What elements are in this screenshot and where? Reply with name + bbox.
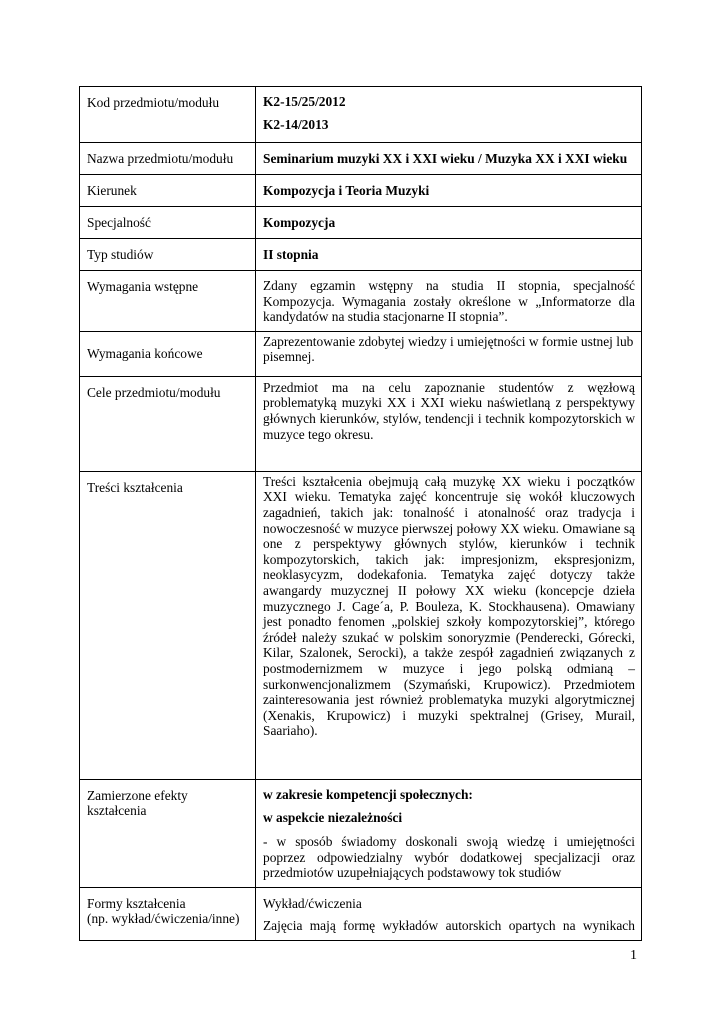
label-efekty: Zamierzone efekty kształcenia <box>87 787 188 819</box>
value-nazwa: Seminarium muzyki XX i XXI wieku / Muzyka XX i XXI wieku <box>263 151 628 166</box>
label-typ: Typ studiów <box>87 247 154 262</box>
value-typ: II stopnia <box>263 247 319 262</box>
label-nazwa: Nazwa przedmiotu/modułu <box>87 151 234 166</box>
efekty-heading-2: w aspekcie niezależności <box>263 810 403 826</box>
row-nazwa <box>80 143 642 175</box>
row-wymagania-koncowe <box>80 331 642 376</box>
syllabus-table <box>79 86 642 941</box>
value-formy-2: Zajęcia mają formę wykładów autorskich opartych na wynikach <box>263 918 635 934</box>
row-wymagania-wstepne <box>80 271 642 332</box>
row-formy <box>80 887 642 940</box>
efekty-text: - w sposób świadomy doskonali swoją wiedzę i umiejętności poprzez odpowiedzialny wybór dodatkowej specjalizacji oraz przedmiotów uzupełniających podstawowy tok studiów <box>263 833 635 881</box>
label-wymagania-koncowe: Wymagania końcowe <box>87 345 203 361</box>
row-kierunek <box>80 175 642 207</box>
value-formy-1: Wykład/ćwiczenia <box>263 895 362 911</box>
label-cele: Cele przedmiotu/modułu <box>87 384 221 400</box>
row-efekty <box>80 779 642 887</box>
label-tresci: Treści kształcenia <box>87 479 183 495</box>
row-specjalnosc <box>80 207 642 239</box>
row-cele <box>80 376 642 471</box>
label-specjalnosc: Specjalność <box>87 215 151 230</box>
value-wymagania-koncowe: Zaprezentowanie zdobytej wiedzy i umiejętności w formie ustnej lub pisemnej. <box>263 333 634 365</box>
value-kod-2: K2-14/2013 <box>263 116 329 132</box>
row-kod <box>80 87 642 143</box>
label-wymagania-wstepne: Wymagania wstępne <box>87 279 199 294</box>
value-cele: Przedmiot ma na celu zapoznanie studentów z węzłową problematyką muzyki XX i XXI wieku naświetlaną z perspektywy głównych kierunków, stylów, tendencji i technik kompozytorskich w muzyce tego okresu. <box>263 379 635 442</box>
label-formy-1: Formy kształcenia <box>87 895 186 911</box>
page-number: 1 <box>630 948 637 963</box>
value-wymagania-wstepne: Zdany egzamin wstępny na studia II stopnia, specjalność Kompozycja. Wymagania zostały określone w „Informatorze dla kandydatów na studia stacjonarne II stopnia”. <box>263 278 635 325</box>
row-tresci <box>80 471 642 779</box>
label-kierunek: Kierunek <box>87 183 137 198</box>
row-typ <box>80 239 642 271</box>
value-kod-1: K2-15/25/2012 <box>263 94 346 109</box>
value-kierunek: Kompozycja i Teoria Muzyki <box>263 183 430 198</box>
value-specjalnosc: Kompozycja <box>263 215 336 230</box>
value-tresci: Treści kształcenia obejmują całą muzykę XX wieku i początków XXI wieku. Tematyka zajęć koncentruje się wokół kluczowych zagadnień, takich jak: tonalność i atonalność oraz tradycja i nowoczesność w muzyce pierwszej połowy XX wieku. Omawiane są one z perspektywy głównych stylów, kierunków i technik kompozytorskich, takich jak: impresjonizm, ekspresjonizm, neoklasycyzm, dodekafonia. Tematyka zajęć dotyczy także awangardy muzycznej II połowy XX wieku (koncepcje dzieła muzycznego J. Cage´a, P. Bouleza, K. Stockhausena). Omawiany jest ponadto fenomen „polskiej szkoły kompozytorskiej”, którego źródeł należy szukać w polskim sonoryzmie (Penderecki, Górecki, Kilar, Szalonek, Serocki), a także zespół zagadnień związanych z postmodernizmem w muzyce i jego polską odmianą – surkonwencjonalizmem (Szymański, Krupowicz). Przedmiotem zainteresowania jest również problematyka muzyki algorytmicznej (Xenakis, Krupowicz) i muzyki spektralnej (Grisey, Murail, Saariaho). <box>263 473 635 739</box>
efekty-heading-1: w zakresie kompetencji społecznych: <box>263 786 473 802</box>
label-kod: Kod przedmiotu/modułu <box>87 95 220 110</box>
label-formy-2: (np. wykład/ćwiczenia/inne) <box>87 910 240 926</box>
